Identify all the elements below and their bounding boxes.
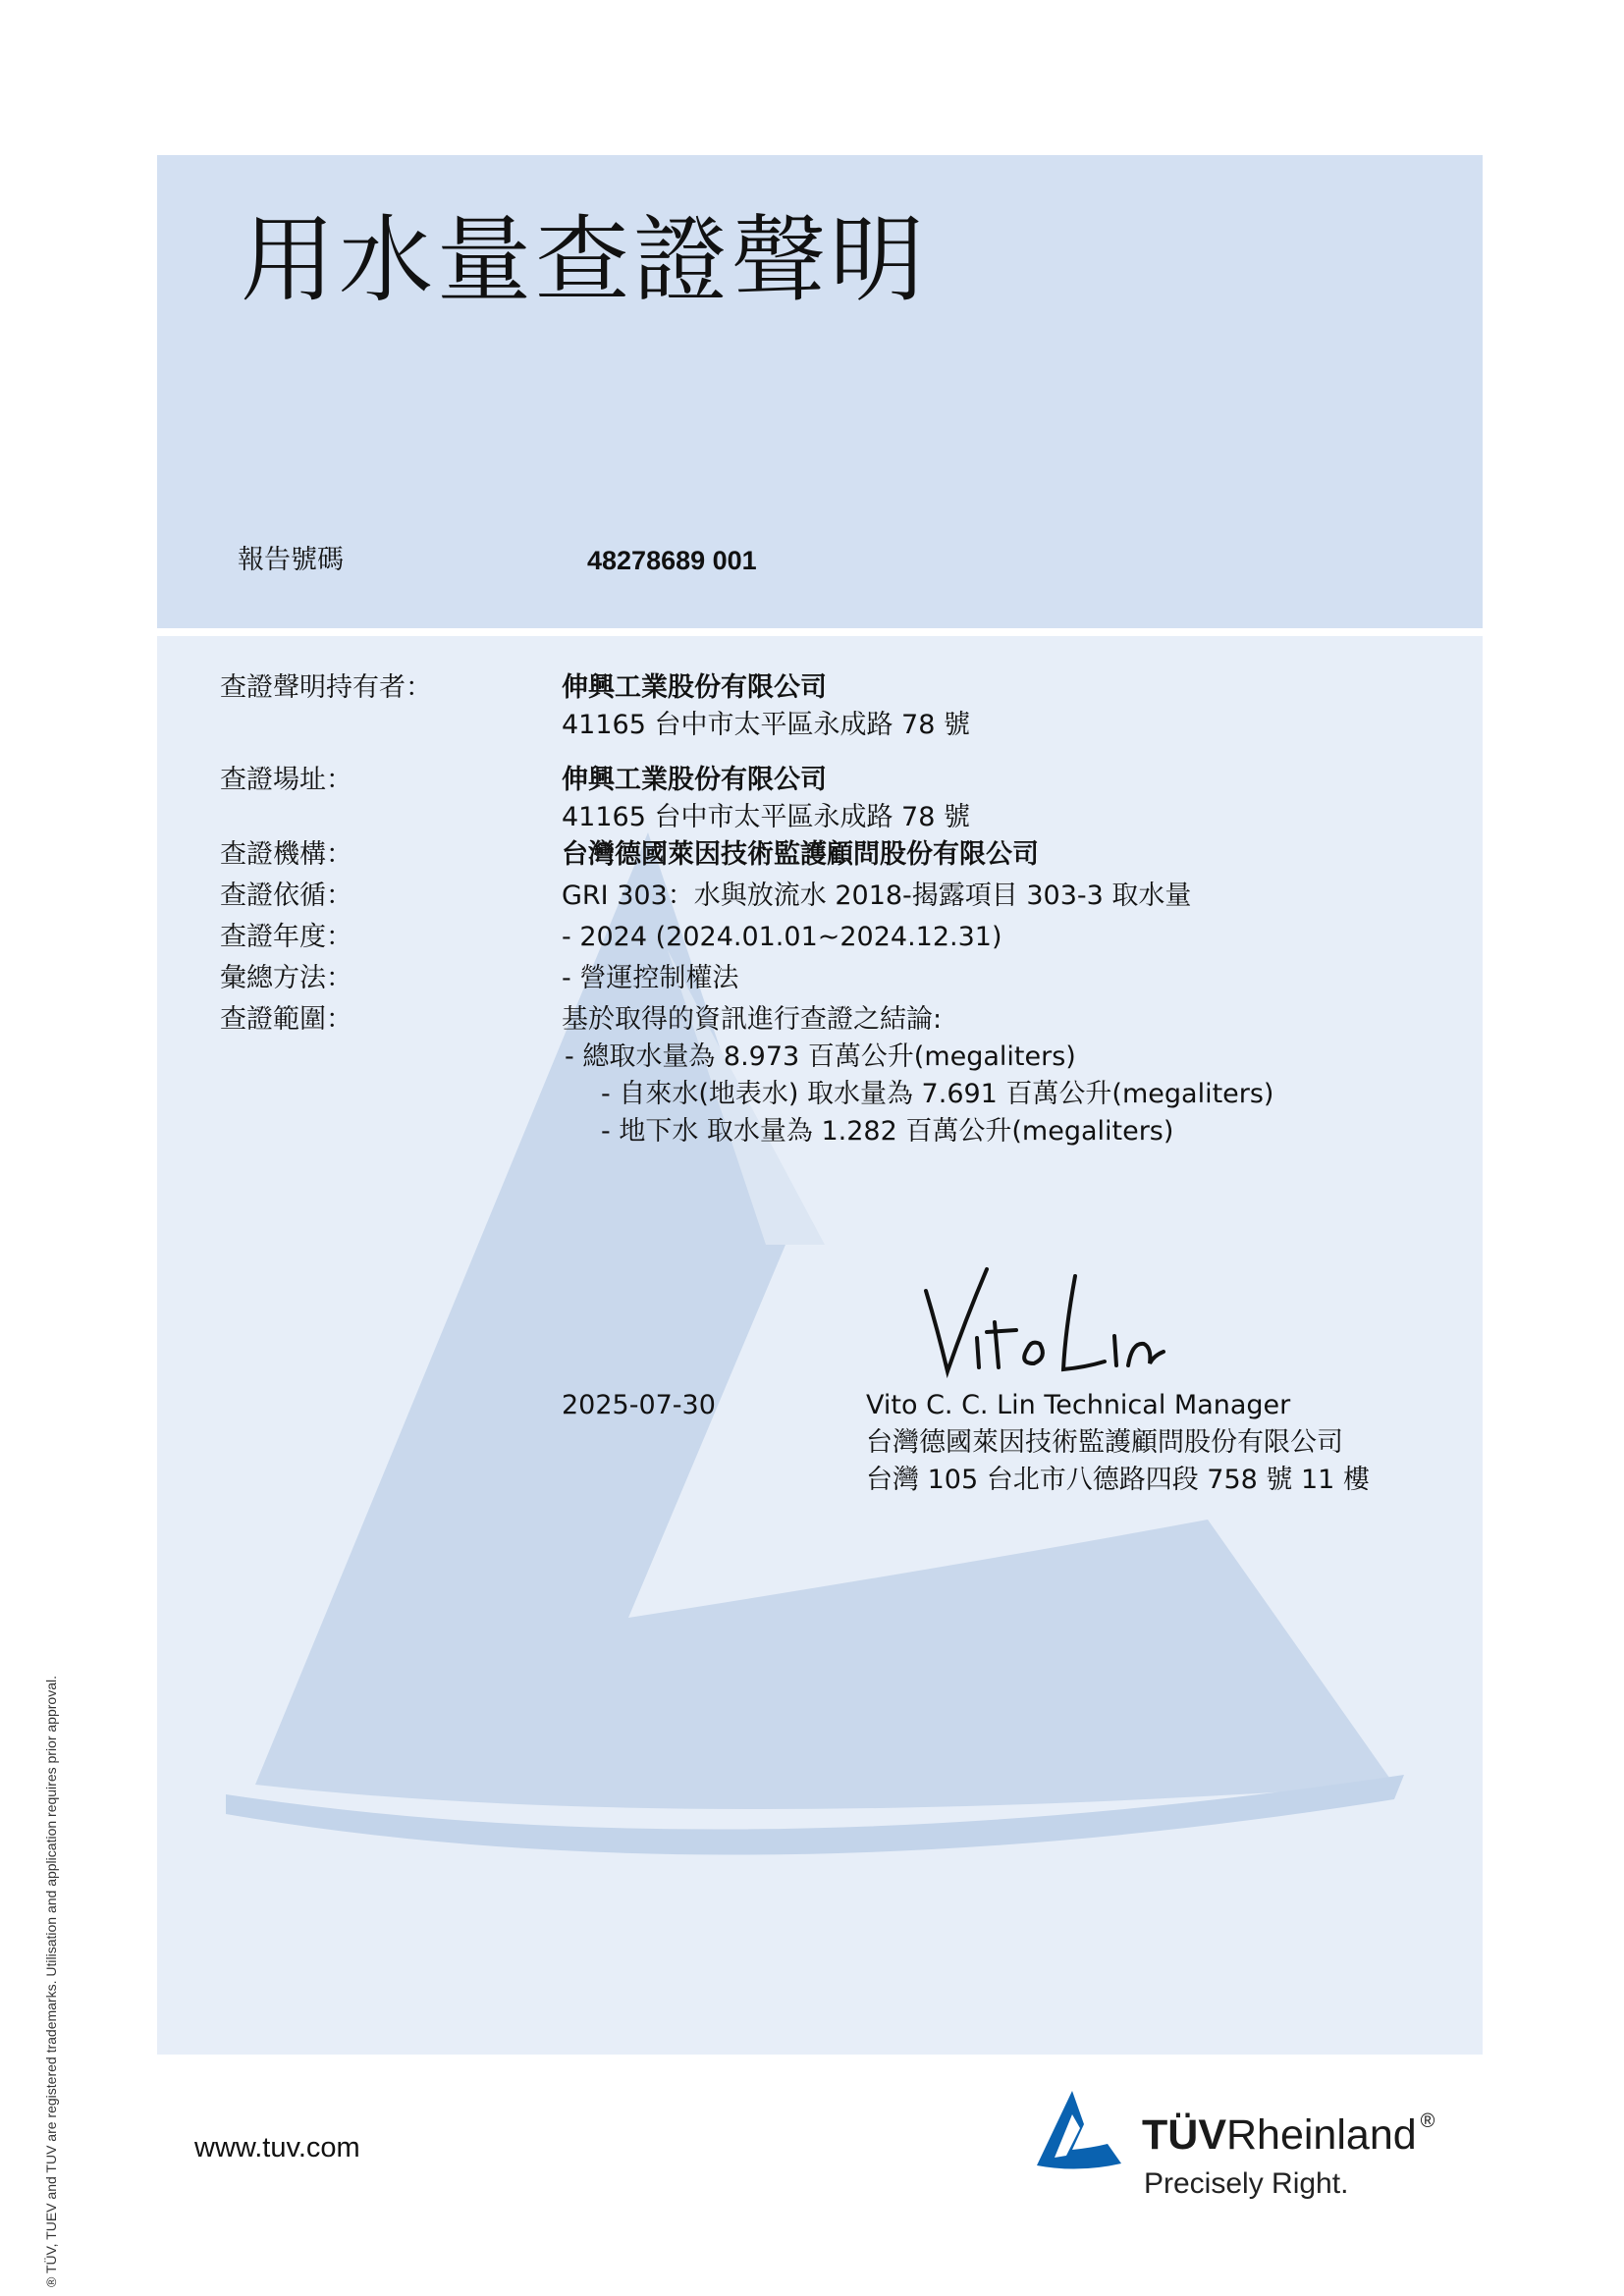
method-value: - 營運控制權法 xyxy=(562,963,739,993)
method-label: 彙總方法： xyxy=(220,963,352,993)
scope-intro: 基於取得的資訊進行查證之結論: xyxy=(562,1004,943,1035)
brand-regular: Rheinland xyxy=(1226,2111,1417,2159)
handwritten-signature xyxy=(918,1261,1173,1389)
report-number: 48278689 001 xyxy=(587,546,757,575)
website-link[interactable]: www.tuv.com xyxy=(194,2132,360,2163)
holder-label: 查證聲明持有者： xyxy=(220,672,432,703)
holder-name: 伸興工業股份有限公司 xyxy=(562,672,827,703)
basis-label: 查證依循： xyxy=(220,881,352,911)
year-value: - 2024 (2024.01.01~2024.12.31) xyxy=(562,922,1002,952)
body-label: 查證機構： xyxy=(220,839,352,870)
brand-slogan: Precisely Right. xyxy=(1144,2167,1349,2200)
tuv-logo-icon xyxy=(1033,2089,1123,2173)
trademark-side-note: ® TÜV, TUEV and TUV are registered trademarks. Utilisation and application requires prior approval. xyxy=(43,1676,59,2287)
scope-label: 查證範圍： xyxy=(220,1004,352,1035)
year-label: 查證年度： xyxy=(220,922,352,952)
site-label: 查證場址： xyxy=(220,765,352,795)
scope-item-tap-water: - 自來水(地表水) 取水量為 7.691 百萬公升(megaliters) xyxy=(601,1079,1274,1109)
site-address: 41165 台中市太平區永成路 78 號 xyxy=(562,802,970,832)
scope-item-total: - 總取水量為 8.973 百萬公升(megaliters) xyxy=(565,1041,1076,1072)
tuv-rheinland-brand xyxy=(1142,2110,1435,2160)
site-name: 伸興工業股份有限公司 xyxy=(562,765,827,795)
body-name: 台灣德國萊因技術監護顧問股份有限公司 xyxy=(562,839,1039,870)
signer-address: 台灣 105 台北市八德路四段 758 號 11 樓 xyxy=(866,1465,1370,1495)
basis-value: GRI 303：水與放流水 2018-揭露項目 303-3 取水量 xyxy=(562,881,1192,911)
report-number-label: 報告號碼 xyxy=(238,545,344,575)
signature-date: 2025-07-30 xyxy=(562,1390,716,1420)
holder-address: 41165 台中市太平區永成路 78 號 xyxy=(562,710,970,740)
brand-bold: TÜV xyxy=(1142,2111,1226,2159)
scope-item-groundwater: - 地下水 取水量為 1.282 百萬公升(megaliters) xyxy=(601,1116,1174,1147)
signer-company: 台灣德國萊因技術監護顧問股份有限公司 xyxy=(866,1427,1343,1458)
document-title: 用水量查證聲明 xyxy=(241,205,928,315)
brand-registered-mark: ® xyxy=(1420,2110,1435,2132)
signer-name: Vito C. C. Lin Technical Manager xyxy=(866,1390,1291,1420)
